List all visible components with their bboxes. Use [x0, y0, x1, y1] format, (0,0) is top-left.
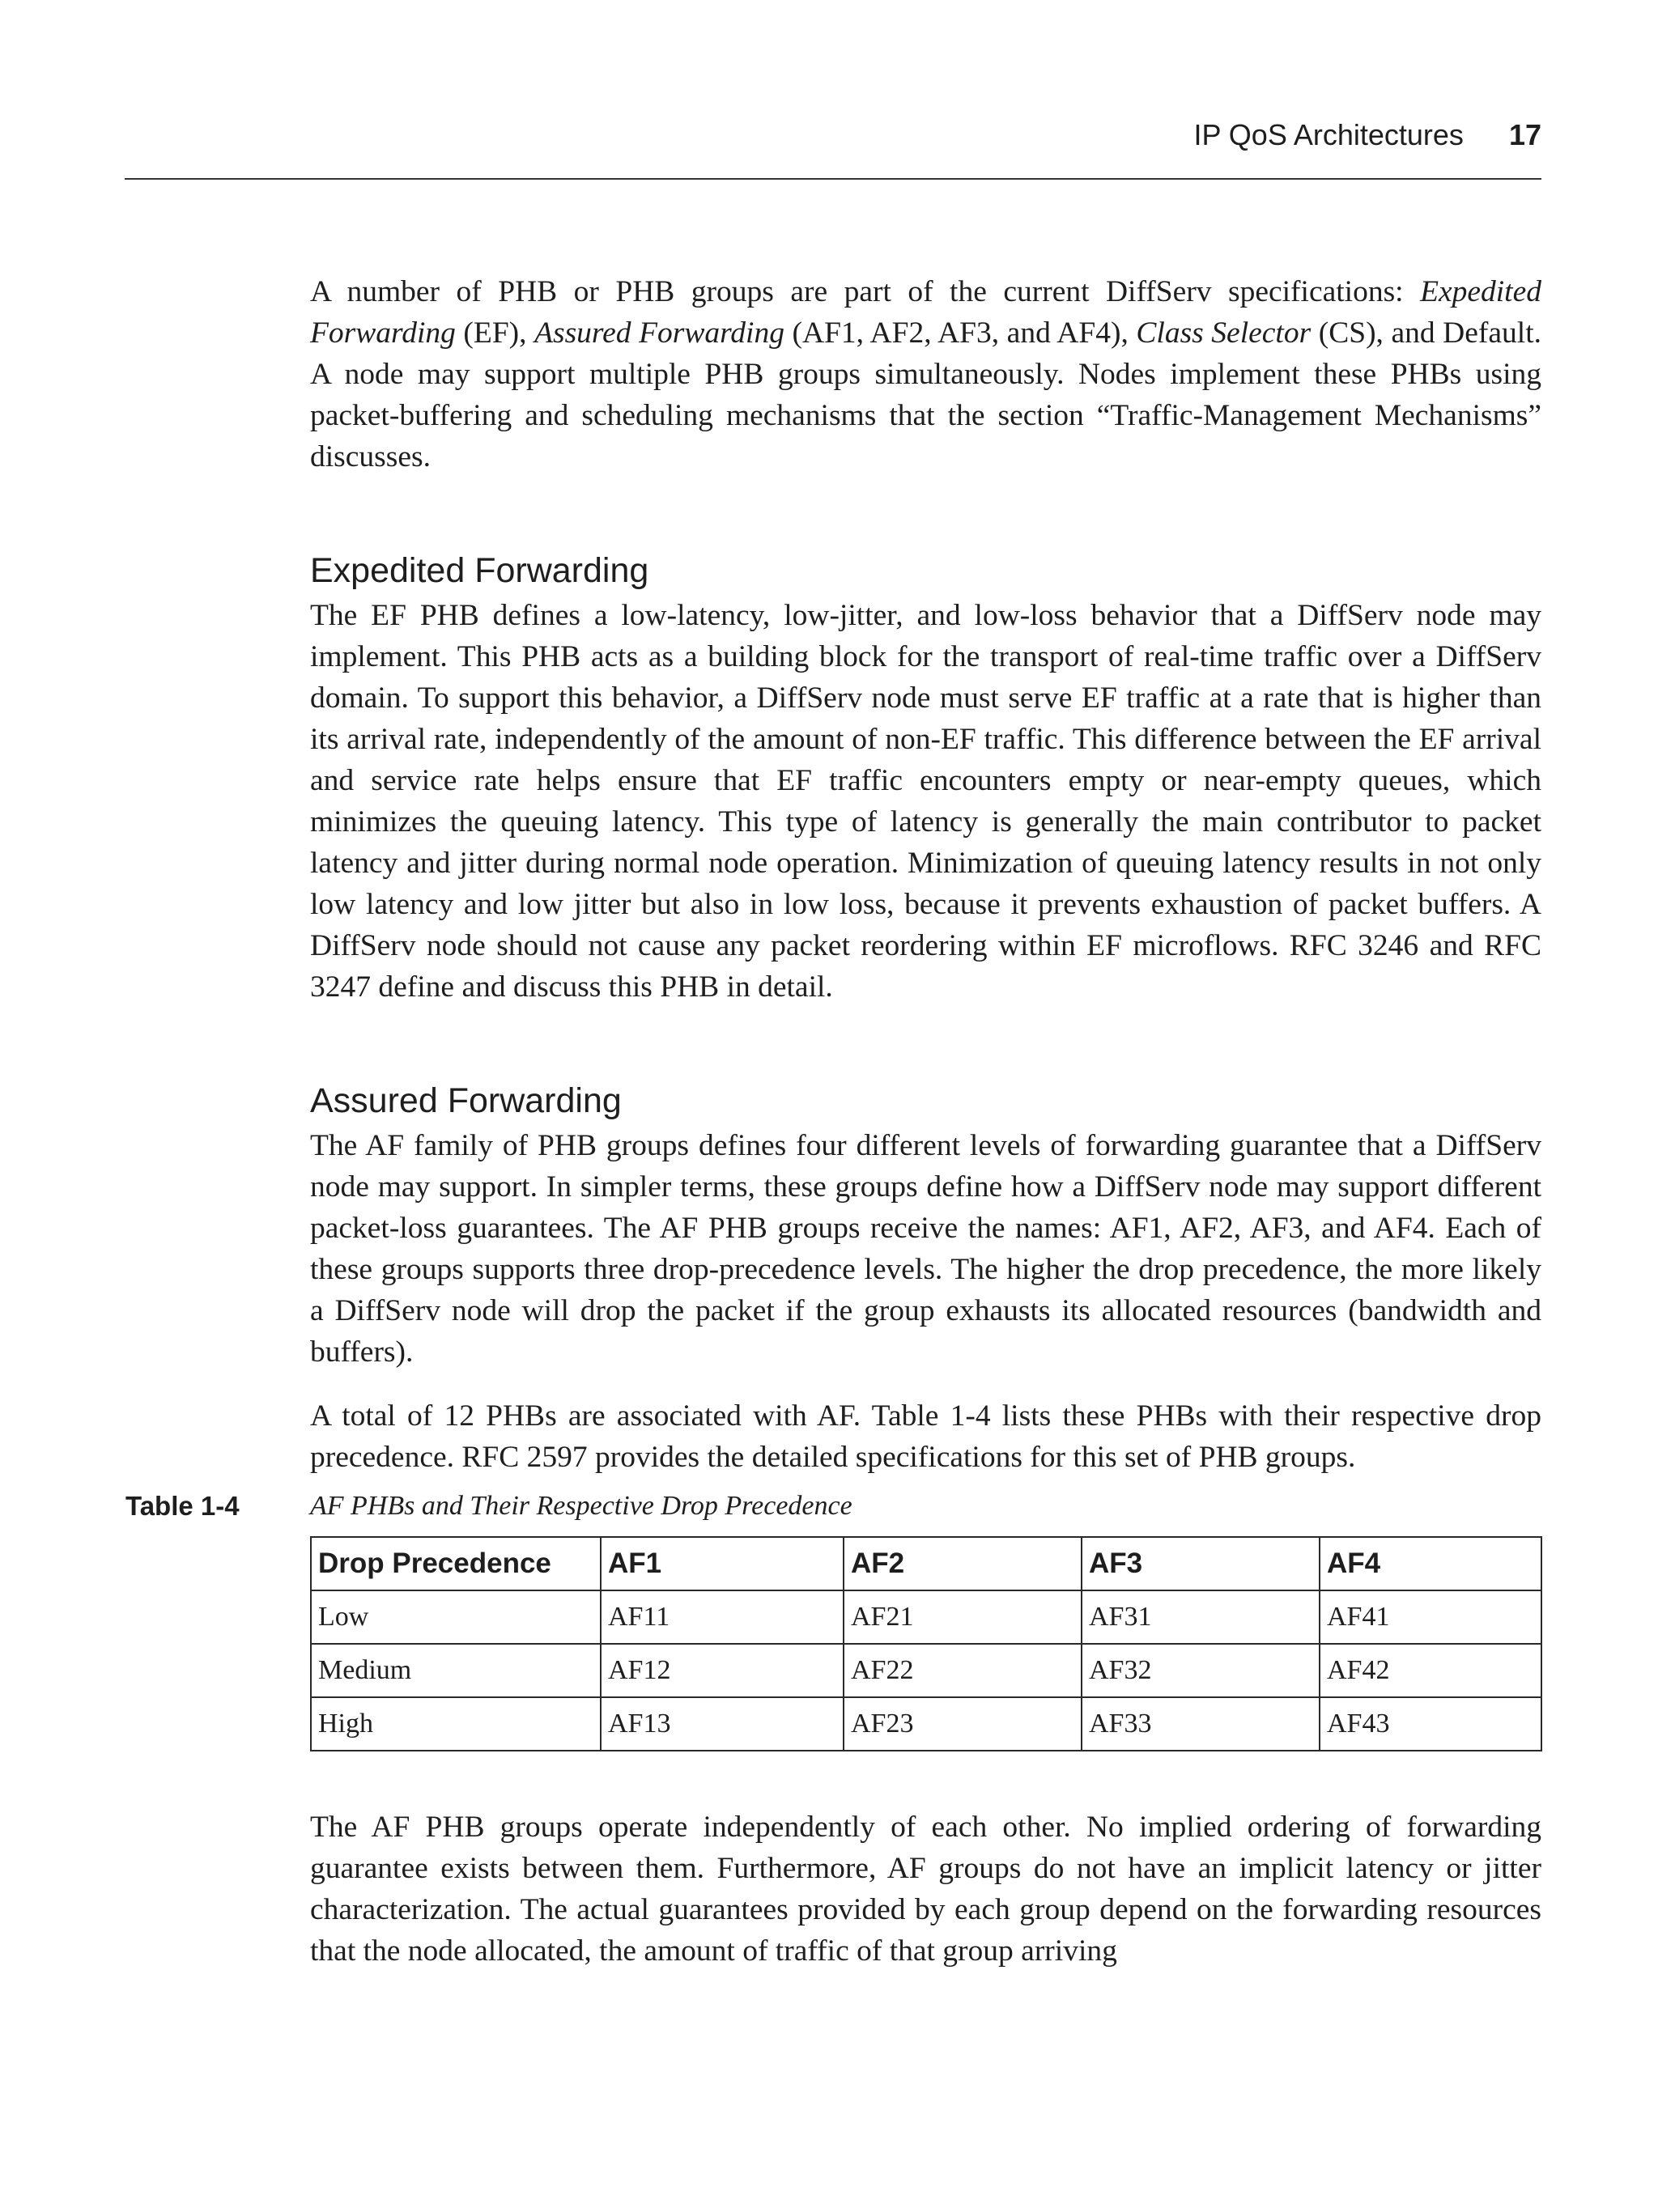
table-header-cell: Drop Precedence	[311, 1537, 601, 1590]
table-row	[311, 1590, 1541, 1644]
intro-text-4: (CS), and Default. A node may support multiple PHB groups simultaneously. Nodes implement these PHBs using packet-buffering and scheduling mechanisms that the section “Traffic-Management Mechanisms” discusses.	[310, 316, 1541, 473]
intro-text-2: (EF),	[455, 316, 535, 350]
header-section-title: IP QoS Architectures	[1193, 118, 1464, 151]
table-label: Table 1-4	[125, 1491, 240, 1521]
table-cell: AF13	[601, 1697, 844, 1751]
table-cell: AF22	[844, 1644, 1082, 1697]
af-paragraph-2: A total of 12 PHBs are associated with AF. Table 1-4 lists these PHBs with their respective drop precedence. RFC 2597 provides the detailed specifications for this set of PHB groups.	[310, 1399, 1541, 1474]
intro-em-class-selector: Class Selector	[1136, 316, 1312, 350]
table-cell: AF11	[601, 1590, 844, 1644]
running-header	[125, 118, 1541, 180]
af-heading: Assured Forwarding	[310, 1081, 622, 1120]
table-header-cell: AF3	[1082, 1537, 1320, 1590]
intro-text-3: (AF1, AF2, AF3, and AF4),	[784, 316, 1137, 350]
table-cell: AF43	[1320, 1697, 1541, 1751]
ef-paragraph: The EF PHB defines a low-latency, low-jitter, and low-loss behavior that a DiffServ node may implement. This PHB acts as a building block for the transport of real-time traffic over a DiffServ domain. To support this behavior, a DiffServ node must serve EF traffic at a rate that is higher than its arrival rate, independently of the amount of non-EF traffic. This difference between the EF arrival and service rate helps ensure that EF traffic encounters empty or near-empty queues, which minimizes the queuing latency. This type of latency is generally the main contributor to packet latency and jitter during normal node operation. Minimization of queuing latency results in not only low latency and low jitter but also in low loss, because it prevents exhaustion of packet buffers. A DiffServ node should not cause any packet reordering within EF microflows. RFC 3246 and RFC 3247 define and discuss this PHB in detail.	[310, 599, 1541, 1004]
af-paragraph-1: The AF family of PHB groups defines four different levels of forwarding guarantee that a DiffServ node may support. In simpler terms, these groups define how a DiffServ node may support different packet-loss guarantees. The AF PHB groups receive the names: AF1, AF2, AF3, and AF4. Each of these groups supports three drop-precedence levels. The higher the drop precedence, the more likely a DiffServ node will drop the packet if the group exhausts its allocated resources (bandwidth and buffers).	[310, 1129, 1541, 1369]
table-cell: AF21	[844, 1590, 1082, 1644]
table-cell: AF41	[1320, 1590, 1541, 1644]
ef-heading: Expedited Forwarding	[310, 551, 649, 590]
table-cell: AF42	[1320, 1644, 1541, 1697]
table-header-row	[311, 1537, 1541, 1590]
table-row	[311, 1644, 1541, 1697]
intro-em-assured-forwarding: Assured Forwarding	[534, 316, 784, 350]
table-cell: Low	[311, 1590, 601, 1644]
page-content	[125, 271, 1541, 1972]
table-caption: AF PHBs and Their Respective Drop Precedence	[310, 1491, 852, 1521]
table-cell: Medium	[311, 1644, 601, 1697]
table-caption-row	[125, 1488, 1541, 1525]
page-number: 17	[1508, 118, 1541, 151]
table-header-cell: AF2	[844, 1537, 1082, 1590]
table-cell: AF31	[1082, 1590, 1320, 1644]
table-cell: AF23	[844, 1697, 1082, 1751]
intro-paragraph	[310, 271, 1541, 478]
table-cell: High	[311, 1697, 601, 1751]
intro-em-expedited-forwarding: Expedited Forwarding	[310, 275, 1541, 350]
table-row	[311, 1697, 1541, 1751]
table-header-cell: AF1	[601, 1537, 844, 1590]
table-cell: AF33	[1082, 1697, 1320, 1751]
intro-text-1: A number of PHB or PHB groups are part of the current DiffServ specifications:	[310, 275, 1421, 308]
af-phb-table	[310, 1536, 1542, 1751]
table-cell: AF32	[1082, 1644, 1320, 1697]
table-header-cell: AF4	[1320, 1537, 1541, 1590]
table-cell: AF12	[601, 1644, 844, 1697]
af-paragraph-3: The AF PHB groups operate independently of each other. No implied ordering of forwarding guarantee exists between them. Furthermore, AF groups do not have an implicit latency or jitter characterization. The actual guarantees provided by each group depend on the forwarding resources that the node allocated, the amount of traffic of that group arriving	[310, 1811, 1541, 1968]
